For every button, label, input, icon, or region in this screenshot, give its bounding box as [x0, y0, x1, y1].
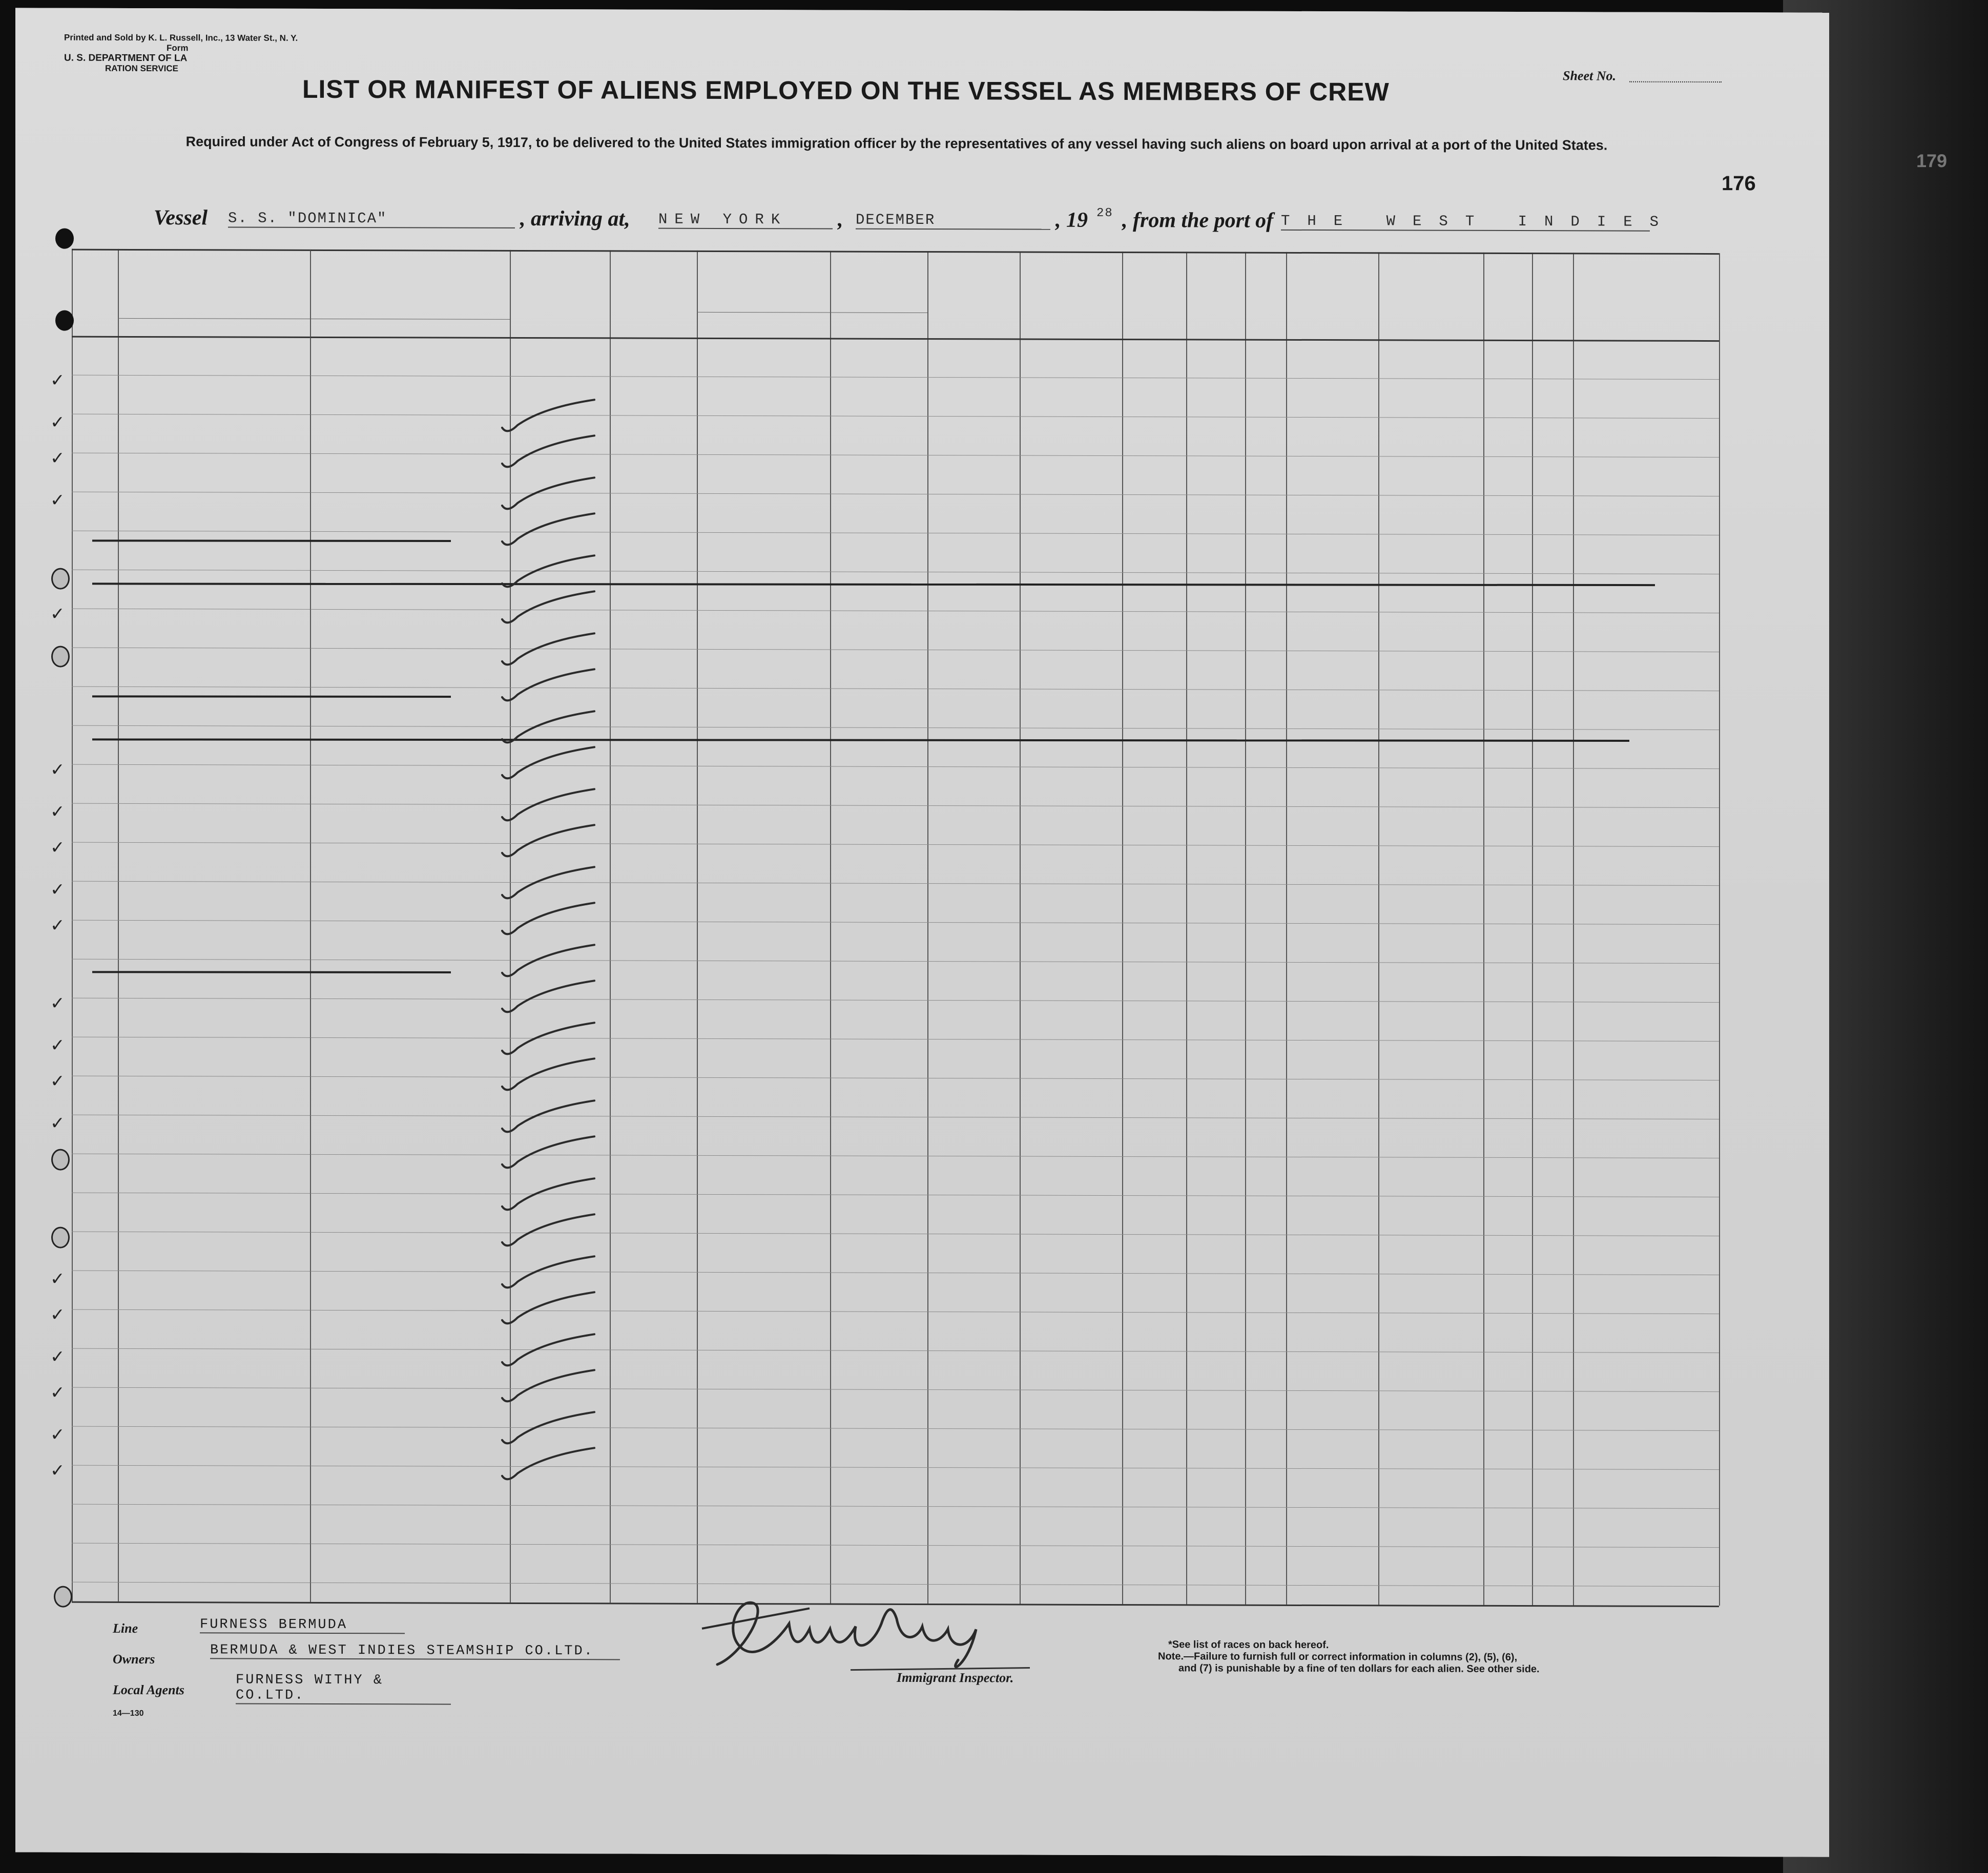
header-bottom-rule: [72, 336, 1719, 342]
shipped-subheader-rule: [697, 312, 927, 313]
row-rule: [72, 1154, 1719, 1158]
column-rule: [1532, 253, 1533, 1605]
row-rule: [72, 1076, 1719, 1080]
pen-tick-icon: [497, 864, 599, 906]
cell-nationality: [1378, 731, 1483, 732]
column-header-c15: [1575, 278, 1717, 279]
row-rule: [72, 1543, 1719, 1548]
row-rule: [72, 1504, 1719, 1509]
column-rule: [1378, 252, 1379, 1605]
note-line: *See list of races on back hereof.: [1168, 1639, 1329, 1651]
pen-tick-icon: [497, 1134, 599, 1175]
binder-hole: [55, 310, 74, 331]
column-rule: [1245, 252, 1246, 1605]
pen-tick-icon: [497, 900, 599, 942]
form-number: 14—130: [113, 1709, 144, 1718]
check-mark-icon: ✓: [50, 993, 65, 1014]
row-rule: [72, 842, 1719, 847]
pen-tick-icon: [497, 511, 599, 552]
row-rule: [72, 725, 1719, 730]
row-rule: [72, 764, 1719, 769]
row-rule: [72, 375, 1719, 380]
binder-hole: [55, 228, 74, 249]
column-rule: [927, 251, 928, 1604]
check-mark-icon: ✓: [50, 448, 65, 469]
check-mark-icon: ✓: [50, 1424, 65, 1445]
cell-nationality: [1378, 1276, 1483, 1277]
check-mark-icon: ✓: [50, 837, 65, 858]
imprint-line: Form: [167, 43, 189, 53]
column-rule: [72, 249, 73, 1601]
cell-nationality: [1378, 575, 1483, 576]
pen-tick-icon: [497, 475, 599, 516]
row-rule: [72, 803, 1719, 808]
circle-mark-icon: [51, 646, 70, 668]
inspector-signature: [681, 1577, 1040, 1681]
column-rule: [830, 251, 831, 1604]
column-number-c12: [1378, 257, 1483, 258]
owners-value: BERMUDA & WEST INDIES STEAMSHIP CO.LTD.: [210, 1642, 620, 1660]
column-rule: [1573, 253, 1574, 1605]
check-mark-icon: ✓: [50, 1071, 65, 1092]
row-rule: [72, 414, 1719, 419]
row-rule: [72, 1232, 1719, 1236]
check-mark-icon: ✓: [50, 801, 65, 822]
agents-label: Local Agents: [113, 1682, 184, 1698]
strike-through-line: [92, 695, 451, 698]
pen-tick-icon: [497, 1331, 599, 1373]
row-rule: [72, 492, 1719, 496]
pen-tick-icon: [497, 631, 599, 672]
column-number-c3: [510, 255, 610, 256]
given-name-header: [310, 322, 510, 323]
check-mark-icon: ✓: [50, 412, 65, 433]
circle-mark-icon: [51, 1227, 70, 1248]
arrival-month: DECEMBER: [856, 212, 1050, 230]
row-rule: [72, 1348, 1719, 1353]
pen-tick-icon: [497, 744, 599, 786]
binder-hole-outline: [54, 1586, 72, 1608]
pen-tick-icon: [497, 942, 599, 984]
strike-through-line: [92, 539, 451, 542]
cell-nationality: [1378, 497, 1483, 498]
check-mark-icon: ✓: [50, 1304, 65, 1325]
row-rule: [72, 1193, 1719, 1197]
column-rule: [1483, 253, 1484, 1605]
row-rule: [72, 609, 1719, 613]
row-rule: [72, 959, 1719, 964]
page-number: 176: [1722, 172, 1756, 195]
cell-paid: [1020, 1275, 1122, 1276]
check-mark-icon: ✓: [50, 1460, 65, 1481]
name-subheader-rule: [118, 318, 510, 320]
row-rule: [72, 686, 1719, 691]
check-mark-icon: ✓: [50, 1268, 65, 1289]
pen-tick-icon: [497, 1176, 599, 1217]
pen-tick-icon: [497, 433, 599, 474]
vessel-name: S. S. "DOMINICA": [228, 210, 515, 228]
pen-tick-icon: [497, 1020, 599, 1062]
cell-paid: [1020, 652, 1122, 653]
pen-tick-icon: [497, 1056, 599, 1097]
pen-tick-icon: [497, 1212, 599, 1253]
row-rule: [72, 453, 1719, 457]
cell-paid: [1020, 1119, 1122, 1120]
vessel-label: Vessel: [154, 206, 208, 230]
row-rule: [72, 998, 1719, 1003]
row-rule: [72, 531, 1719, 535]
row-rule: [72, 1465, 1719, 1470]
pen-tick-icon: [497, 397, 599, 439]
arriving-port: NEW YORK: [658, 211, 833, 230]
owners-label: Owners: [113, 1651, 155, 1667]
cell-paid: [1020, 730, 1122, 731]
strike-through-line: [92, 971, 451, 973]
pen-tick-icon: [497, 709, 599, 750]
row-rule: [72, 1037, 1719, 1042]
column-rule: [1122, 252, 1123, 1604]
year-prefix: , 19: [1055, 208, 1088, 232]
cell-paid: [1020, 1353, 1122, 1354]
table-top-rule: [72, 249, 1719, 255]
document-subtitle: Required under Act of Congress of February 5, 1917, to be delivered to the United States immigration officer by the representatives of any vessel having such aliens on board upon arrival at a port of the United States.: [185, 134, 1608, 153]
column-number-c6: [830, 256, 1020, 257]
row-rule: [72, 648, 1719, 652]
check-mark-icon: ✓: [50, 603, 65, 625]
column-number-c7: [1020, 256, 1122, 257]
column-rule: [1020, 251, 1021, 1604]
cell-paid: [1020, 496, 1122, 497]
check-mark-icon: ✓: [50, 1346, 65, 1367]
imprint-line: RATION SERVICE: [105, 63, 178, 74]
document-title: LIST OR MANIFEST OF ALIENS EMPLOYED ON THE VESSEL AS MEMBERS OF CREW: [302, 74, 1390, 107]
column-rule: [1286, 252, 1287, 1605]
check-mark-icon: ✓: [50, 915, 65, 936]
from-port-label: , from the port of: [1122, 209, 1274, 233]
agents-value: FURNESS WITHY & CO.LTD.: [236, 1672, 451, 1704]
check-mark-icon: ✓: [50, 490, 65, 511]
pen-tick-icon: [497, 1445, 599, 1487]
row-rule: [72, 1387, 1719, 1392]
pen-tick-icon: [497, 978, 599, 1019]
pen-tick-icon: [497, 1254, 599, 1295]
pen-tick-icon: [497, 822, 599, 864]
circle-mark-icon: [51, 1149, 70, 1171]
column-rule: [118, 249, 119, 1601]
column-rule: [1186, 252, 1187, 1604]
imprint-line: U. S. DEPARTMENT OF LA: [64, 52, 188, 64]
check-mark-icon: ✓: [50, 1113, 65, 1134]
pen-tick-icon: [497, 1289, 599, 1331]
pen-tick-icon: [497, 1409, 599, 1451]
inspector-label: Immigrant Inspector.: [897, 1670, 1014, 1685]
note-line: Note.—Failure to furnish full or correct information in columns (2), (5), (6),: [1158, 1651, 1518, 1663]
column-rule: [610, 250, 611, 1603]
note-line: and (7) is punishable by a fine of ten dollars for each alien. See other side.: [1178, 1662, 1540, 1675]
year-suffix: 28: [1096, 206, 1113, 220]
row-rule: [72, 1115, 1719, 1119]
check-mark-icon: ✓: [50, 879, 65, 900]
row-rule: [72, 1271, 1719, 1275]
column-rule: [697, 251, 698, 1603]
check-mark-icon: ✓: [50, 1382, 65, 1403]
pen-tick-icon: [497, 667, 599, 708]
cell-nationality: [1378, 1198, 1483, 1199]
strike-through-line: [92, 582, 1655, 586]
row-rule: [72, 881, 1719, 886]
column-number-c2: [118, 254, 510, 255]
cell-nationality: [1378, 1354, 1483, 1355]
from-port: THE WEST INDIES: [1281, 212, 1676, 231]
column-header-c5: [699, 276, 828, 277]
column-rule: [1719, 253, 1720, 1606]
check-mark-icon: ✓: [50, 759, 65, 780]
cell-paid: [1020, 574, 1122, 575]
cell-nationality: [1378, 1120, 1483, 1121]
column-header-c2: [120, 280, 508, 281]
cell-nationality: [1378, 653, 1483, 654]
cell-paid: [1020, 1197, 1122, 1198]
column-header-c7: [1022, 277, 1120, 278]
row-rule: [72, 570, 1719, 574]
pen-tick-icon: [497, 553, 599, 594]
sheet-no-label: Sheet No.: [1563, 68, 1616, 84]
pen-tick-icon: [497, 1367, 599, 1409]
row-rule: [72, 1309, 1719, 1314]
strike-through-line: [92, 738, 1629, 742]
manifest-page: [15, 8, 1948, 1857]
line-value: FURNESS BERMUDA: [200, 1617, 405, 1634]
pen-tick-icon: [497, 786, 599, 828]
line-label: Line: [113, 1620, 138, 1636]
arriving-label: , arriving at,: [520, 206, 630, 231]
circle-mark-icon: [51, 568, 70, 590]
check-mark-icon: ✓: [50, 370, 65, 391]
page-number-faint: 179: [1916, 150, 1948, 172]
pen-tick-icon: [497, 589, 599, 630]
comma: ,: [838, 207, 843, 232]
row-rule: [72, 1426, 1719, 1431]
pen-tick-icon: [497, 1098, 599, 1139]
row-rule: [72, 920, 1719, 925]
footnote: [1158, 1639, 1540, 1675]
check-mark-icon: ✓: [50, 1035, 65, 1056]
imprint-line: Printed and Sold by K. L. Russell, Inc., 13 Water St., N. Y.: [64, 32, 298, 43]
